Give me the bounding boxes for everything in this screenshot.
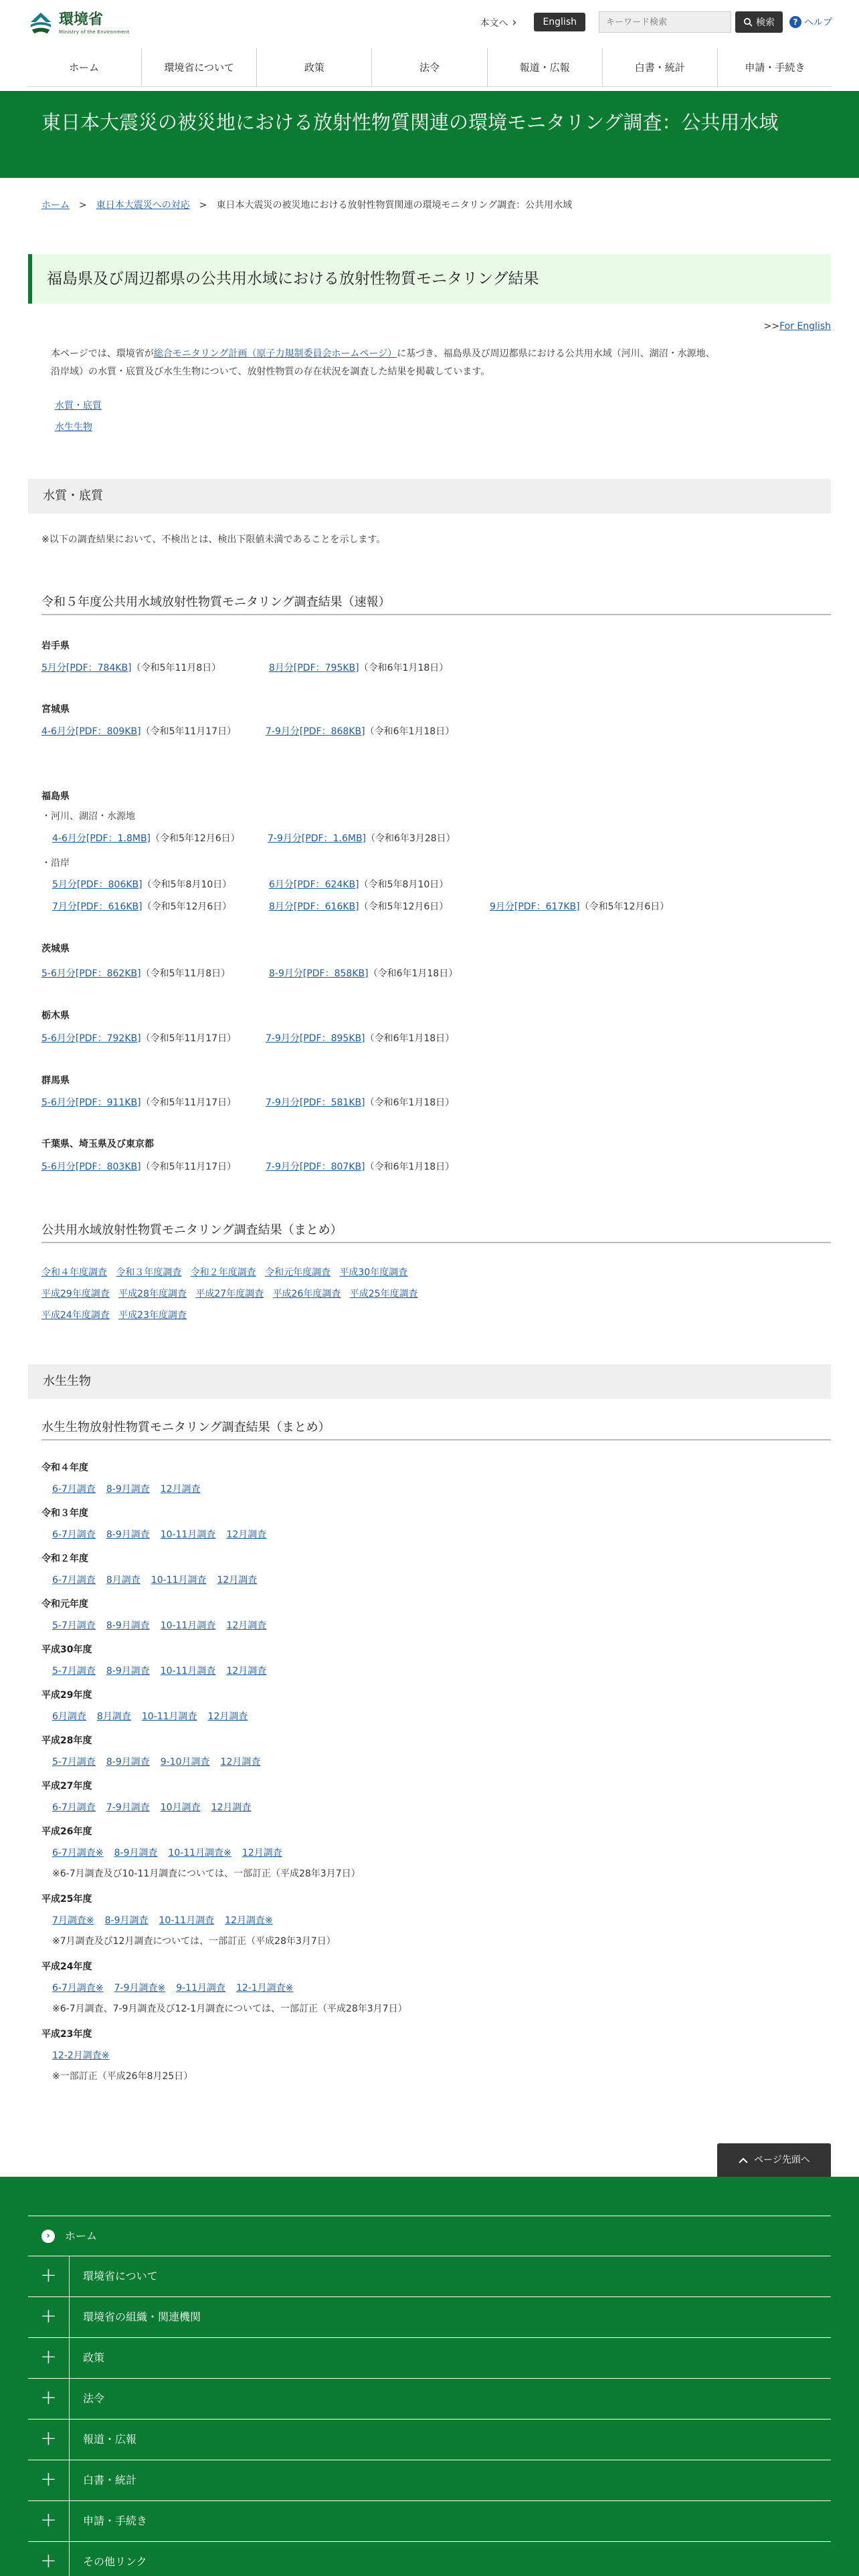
pdf-link[interactable]: 7-9月分[PDF：868KB] — [266, 726, 365, 737]
aquatic-link-row — [52, 1913, 284, 1927]
search-button-label: 検索 — [756, 17, 775, 28]
site-logo[interactable] — [28, 11, 130, 36]
coast-row-5 — [490, 899, 669, 913]
footer-item-label: 報道・広報 — [83, 2433, 137, 2446]
intro-text-b: に基づき、福島県及び周辺都県における公共用水域（河川、湖沼・水源地、 — [397, 348, 715, 359]
pub-date: （令和5年11月8日） — [131, 663, 221, 673]
pref-chiba-saitama-tokyo: 千葉県、埼玉県及び東京都 — [41, 1139, 154, 1150]
pub-date: （令和6年1月18日） — [365, 1097, 455, 1108]
for-english-link[interactable]: For English — [779, 321, 831, 332]
coast-row — [52, 877, 231, 891]
aquatic-heading: 水生生物 — [28, 1364, 831, 1399]
aquatic-survey-link[interactable]: 12月調査 — [207, 1711, 248, 1722]
aquatic-survey-link[interactable]: 12月調査 — [160, 1484, 201, 1495]
pub-date: （令和6年1月18日） — [365, 726, 455, 737]
aquatic-survey-link[interactable]: 9-10月調査 — [160, 1757, 210, 1767]
aquatic-survey-link[interactable]: 10-11月調査 — [160, 1529, 216, 1540]
global-nav — [27, 48, 832, 87]
fukushima-river-row — [52, 831, 240, 845]
aquatic-link-row — [52, 1800, 262, 1814]
aquatic-survey-link[interactable]: 6月調査 — [52, 1711, 86, 1722]
aquatic-survey-link[interactable]: 10-11月調査 — [160, 1620, 216, 1631]
footer-item-label: 法令 — [83, 2392, 105, 2405]
aquatic-survey-link[interactable]: 5-7月調査 — [52, 1757, 96, 1767]
gunma-row — [41, 1095, 236, 1109]
pdf-link[interactable]: 8月分[PDF：795KB] — [269, 663, 359, 673]
footer-item-label: 白書・統計 — [83, 2474, 137, 2486]
help-link[interactable] — [789, 15, 832, 29]
pref-fukushima: 福島県 — [41, 791, 70, 802]
fukushima-sub-rivers: ・河川、湖沼・水源地 — [41, 811, 135, 822]
aquatic-survey-link[interactable]: 7-9月調査※ — [114, 1983, 166, 1994]
footer-accordion-item[interactable] — [28, 2460, 831, 2500]
ibaraki-row — [41, 966, 230, 980]
breadcrumb: ホーム > 東日本大震災への対応 > 東日本大震災の被災地における放射性物質関連の環境モニタリング調査：公共用水域 — [41, 200, 573, 211]
tochigi-row — [41, 1031, 236, 1045]
footer-item-label: 環境省について — [83, 2270, 158, 2282]
aquatic-survey-link[interactable]: 7-9月調査 — [106, 1802, 150, 1813]
aquatic-survey-link[interactable]: 5-7月調査 — [52, 1620, 96, 1631]
fukushima-river-row-2 — [268, 831, 456, 845]
aquatic-survey-link[interactable]: 5-7月調査 — [52, 1666, 96, 1677]
pub-date: （令和5年12月6日） — [359, 901, 449, 912]
pdf-link[interactable]: 9月分[PDF：617KB] — [490, 901, 580, 912]
pdf-link[interactable]: 6月分[PDF：624KB] — [269, 879, 359, 890]
pref-iwate: 岩手県 — [41, 641, 70, 651]
aquatic-survey-link[interactable]: 12月調査 — [226, 1529, 267, 1540]
plus-icon: + — [28, 2256, 70, 2296]
footer-item-label: 政策 — [83, 2351, 105, 2364]
footer-home-label: ホーム — [65, 2230, 98, 2242]
pub-date: （令和6年3月28日） — [366, 833, 456, 844]
plus-icon: + — [28, 2379, 70, 2419]
aquatic-survey-link[interactable]: 8-9月調査 — [104, 1915, 149, 1926]
pub-date: （令和5年12月6日） — [151, 833, 240, 844]
water-note: ※以下の調査結果において、不検出とは、検出下限値未満であることを示します。 — [41, 534, 386, 545]
footer-item-label: 環境省の組織・関連機関 — [83, 2311, 201, 2323]
aquatic-correction-note: ※7月調査及び12月調査については、一部訂正（平成28年3月7日） — [52, 1936, 336, 1947]
for-english-prefix: >> — [763, 321, 780, 332]
summary-link[interactable]: 平成30年度調査 — [339, 1267, 408, 1278]
aquatic-year-label: 平成29年度 — [41, 1690, 92, 1701]
summary-link[interactable]: 平成26年度調査 — [272, 1289, 341, 1299]
pub-date: （令和5年11月17日） — [140, 1162, 237, 1172]
pdf-link[interactable]: 7-9月分[PDF：581KB] — [266, 1097, 365, 1108]
section-heading: 福島県及び周辺都県の公共用水域における放射性物質モニタリング結果 — [28, 254, 831, 304]
summary-link[interactable]: 平成23年度調査 — [118, 1310, 187, 1321]
aquatic-year-label: 平成25年度 — [41, 1894, 92, 1905]
summary-row-3 — [41, 1308, 187, 1321]
summary-row-1 — [41, 1265, 407, 1279]
aquatic-year-label: 平成26年度 — [41, 1826, 92, 1837]
pdf-link[interactable]: 7-9月分[PDF：895KB] — [266, 1033, 365, 1044]
aquatic-survey-link[interactable]: 10月調査 — [160, 1802, 201, 1813]
pdf-link[interactable]: 5月分[PDF：784KB] — [41, 663, 132, 673]
aquatic-survey-link[interactable]: 10-11月調査 — [141, 1711, 197, 1722]
aquatic-year-label: 平成28年度 — [41, 1735, 92, 1746]
pub-date: （令和5年8月10日） — [142, 879, 232, 890]
aquatic-survey-link[interactable]: 8-9月調査 — [106, 1620, 150, 1631]
footer-accordion-item[interactable] — [28, 2296, 831, 2337]
pdf-link[interactable]: 5月分[PDF：806KB] — [52, 879, 142, 890]
aquatic-summary-heading: 水生生物放射性物質モニタリング調査結果（まとめ） — [41, 1418, 831, 1440]
pref-miyagi: 宮城県 — [41, 704, 70, 715]
tochigi-row-2 — [266, 1031, 454, 1045]
aquatic-link-row — [52, 1527, 277, 1541]
summary-heading: 公共用水域放射性物質モニタリング調査結果（まとめ） — [41, 1220, 831, 1243]
aquatic-year-label: 令和２年度 — [41, 1553, 88, 1564]
gnav-law[interactable]: 法令 — [371, 48, 486, 87]
aquatic-survey-link[interactable]: 12月調査 — [226, 1666, 267, 1677]
plus-icon: + — [28, 2542, 70, 2576]
pdf-link[interactable]: 7月分[PDF：616KB] — [52, 901, 142, 912]
search-button[interactable] — [735, 11, 783, 33]
footer-item-label: 申請・手続き — [83, 2514, 148, 2527]
aquatic-survey-link[interactable]: 6-7月調査※ — [52, 1848, 104, 1858]
miyagi-row-2 — [266, 724, 454, 738]
breadcrumb-disaster[interactable]: 東日本大震災への対応 — [96, 200, 190, 211]
logo-text-en: Ministry of the Environment — [59, 29, 130, 35]
aquatic-survey-link[interactable]: 8月調査 — [96, 1711, 131, 1722]
gnav-application[interactable]: 申請・手続き — [717, 48, 832, 87]
intro-text-c: 沿岸域）の水質・底質及び水生生物について、放射性物質の存在状況を調査した結果を掲載しています。 — [51, 366, 490, 377]
page-title: 東日本大震災の被災地における放射性物質関連の環境モニタリング調査：公共用水域 — [41, 111, 779, 134]
coast-row-2 — [269, 877, 448, 891]
pdf-link[interactable]: 5-6月分[PDF：792KB] — [41, 1033, 141, 1044]
chiba-row — [41, 1160, 236, 1173]
pub-date: （令和5年11月17日） — [140, 726, 237, 737]
aquatic-year-label: 平成24年度 — [41, 1961, 92, 1972]
aquatic-link-row — [52, 1573, 268, 1586]
question-icon: ? — [789, 16, 801, 28]
help-label: ヘルプ — [804, 17, 832, 28]
aquatic-survey-link[interactable]: 6-7月調査 — [52, 1802, 96, 1813]
aquatic-survey-link[interactable]: 10-11月調査 — [151, 1575, 207, 1586]
breadcrumb-home[interactable]: ホーム — [41, 200, 70, 211]
page-top-label: ページ先頭へ — [754, 2155, 810, 2165]
iwate-row-2 — [269, 661, 448, 674]
aquatic-year-label: 平成23年度 — [41, 2029, 92, 2040]
summary-link[interactable]: 平成27年度調査 — [195, 1289, 264, 1299]
footer-item-label: その他リンク — [83, 2555, 147, 2568]
pub-date: （令和5年11月17日） — [140, 1033, 237, 1044]
summary-link[interactable]: 令和元年度調査 — [265, 1267, 331, 1278]
pdf-link[interactable]: 5-6月分[PDF：803KB] — [41, 1162, 141, 1172]
page-top-button[interactable] — [717, 2143, 831, 2177]
pdf-link[interactable]: 8月分[PDF：616KB] — [269, 901, 359, 912]
skip-to-content-link[interactable]: 本文へ › — [480, 15, 517, 29]
miyagi-row — [41, 724, 236, 738]
summary-row-2 — [41, 1287, 418, 1300]
aquatic-survey-link[interactable]: 12月調査 — [217, 1575, 258, 1586]
footer-home[interactable] — [28, 2216, 831, 2256]
aquatic-survey-link[interactable]: 8-9月調査 — [106, 1484, 150, 1495]
pub-date: （令和6年1月18日） — [359, 663, 449, 673]
aquatic-survey-link[interactable]: 10-11月調査 — [159, 1915, 215, 1926]
aquatic-link-row — [52, 1664, 277, 1677]
pref-tochigi: 栃木県 — [41, 1010, 70, 1021]
pub-date: （令和6年1月18日） — [365, 1162, 455, 1172]
plus-icon: + — [28, 2501, 70, 2541]
intro-text-a: 本ページでは、環境省が — [51, 348, 154, 359]
aquatic-survey-link[interactable]: 12月調査 — [226, 1620, 267, 1631]
aquatic-survey-link[interactable]: 8-9月調査 — [106, 1529, 150, 1540]
aquatic-survey-link[interactable]: 12月調査 — [211, 1802, 252, 1813]
chiba-row-2 — [266, 1160, 454, 1173]
r5-heading: 令和５年度公共用水域放射性物質モニタリング調査結果（速報） — [41, 593, 831, 615]
moe-logo-icon — [28, 11, 54, 36]
gnav-about[interactable]: 環境省について — [141, 48, 256, 87]
summary-link[interactable]: 令和２年度調査 — [190, 1267, 256, 1278]
aquatic-survey-link[interactable]: 8-9月調査 — [106, 1666, 150, 1677]
summary-link[interactable]: 平成29年度調査 — [41, 1289, 110, 1299]
water-sediment-heading: 水質・底質 — [28, 479, 831, 514]
pdf-link[interactable]: 7-9月分[PDF：1.6MB] — [268, 833, 367, 844]
aquatic-year-label: 令和３年度 — [41, 1508, 88, 1519]
summary-link[interactable]: 平成28年度調査 — [118, 1289, 187, 1299]
footer-accordion-item[interactable] — [28, 2378, 831, 2418]
aquatic-survey-link[interactable]: 12月調査 — [242, 1848, 282, 1858]
aquatic-survey-link[interactable]: 6-7月調査 — [52, 1575, 96, 1586]
plus-icon: + — [28, 2297, 70, 2337]
ibaraki-row-2 — [269, 966, 458, 980]
gnav-home[interactable]: ホーム — [69, 62, 100, 74]
plus-icon: + — [28, 2420, 70, 2460]
logo-text-jp: 環境省 — [59, 11, 104, 28]
pub-date: （令和5年12月6日） — [579, 901, 670, 912]
gnav-press[interactable]: 報道・広報 — [487, 48, 602, 87]
aquatic-correction-note: ※6-7月調査及び10-11月調査については、一部訂正（平成28年3月7日） — [52, 1868, 361, 1879]
gnav-whitepaper[interactable]: 白書・統計 — [602, 48, 717, 87]
aquatic-link-row — [52, 1755, 271, 1768]
toc-water-link[interactable]: 水質・底質 — [55, 401, 102, 411]
aquatic-survey-link[interactable]: 7月調査※ — [52, 1915, 94, 1926]
aquatic-survey-link[interactable]: 10-11月調査 — [160, 1666, 216, 1677]
search-input[interactable] — [599, 11, 731, 33]
aquatic-survey-link[interactable]: 9-11月調査 — [176, 1983, 225, 1994]
chevron-right-icon: › — [41, 2230, 55, 2243]
aquatic-year-label: 平成30年度 — [41, 1644, 92, 1655]
summary-link[interactable]: 令和４年度調査 — [41, 1267, 107, 1278]
coast-row-4 — [269, 899, 448, 913]
search-icon — [743, 17, 753, 27]
pdf-link[interactable]: 5-6月分[PDF：862KB] — [41, 968, 141, 979]
aquatic-survey-link[interactable]: 12-2月調査※ — [52, 2050, 110, 2061]
pub-date: （令和5年12月6日） — [142, 901, 232, 912]
summary-link[interactable]: 令和３年度調査 — [116, 1267, 182, 1278]
site-footer — [0, 2177, 859, 2576]
pdf-link[interactable]: 4-6月分[PDF：1.8MB] — [52, 833, 151, 844]
pdf-link[interactable]: 8-9月分[PDF：858KB] — [269, 968, 369, 979]
chevron-up-icon — [738, 2157, 749, 2163]
for-english-wrap — [764, 321, 831, 332]
pub-date: （令和5年11月17日） — [140, 1097, 237, 1108]
aquatic-survey-link[interactable]: 8月調査 — [106, 1575, 140, 1586]
footer-accordion-item[interactable] — [28, 2500, 831, 2541]
aquatic-survey-link[interactable]: 6-7月調査 — [52, 1484, 96, 1495]
summary-link[interactable]: 平成25年度調査 — [349, 1289, 418, 1299]
plus-icon: + — [28, 2338, 70, 2378]
aquatic-link-row — [52, 2048, 120, 2062]
aquatic-correction-note: ※6-7月調査、7-9月調査及び12-1月調査については、一部訂正（平成28年3月7日） — [52, 2004, 407, 2014]
aquatic-survey-link[interactable]: 12-1月調査※ — [236, 1983, 294, 1994]
site-header — [0, 0, 859, 43]
aquatic-link-row — [52, 1981, 304, 1994]
iwate-row — [41, 661, 221, 674]
aquatic-survey-link[interactable]: 10-11月調査※ — [168, 1848, 231, 1858]
aquatic-survey-link[interactable]: 8-9月調査 — [114, 1848, 158, 1858]
aquatic-year-label: 令和元年度 — [41, 1599, 88, 1610]
pub-date: （令和5年8月10日） — [359, 879, 449, 890]
gnav-policy[interactable]: 政策 — [256, 48, 371, 87]
pref-gunma: 群馬県 — [41, 1075, 70, 1086]
plus-icon: + — [28, 2460, 70, 2500]
breadcrumb-current: 東日本大震災の被災地における放射性物質関連の環境モニタリング調査：公共用水域 — [216, 200, 573, 211]
page-title-bar — [0, 91, 859, 178]
aquatic-survey-link[interactable]: 12月調査※ — [225, 1915, 273, 1926]
english-button[interactable]: English — [534, 13, 585, 31]
pub-date: （令和5年11月8日） — [140, 968, 231, 979]
aquatic-survey-link[interactable]: 8-9月調査 — [106, 1757, 150, 1767]
coast-row-3 — [52, 899, 231, 913]
aquatic-link-row — [52, 1709, 258, 1723]
pub-date: （令和6年1月18日） — [368, 968, 458, 979]
footer-accordion-item[interactable] — [28, 2419, 831, 2459]
pref-ibaraki: 茨城県 — [41, 944, 70, 954]
footer-accordion-item[interactable] — [28, 2337, 831, 2377]
footer-accordion-item[interactable] — [28, 2256, 831, 2296]
aquatic-correction-note: ※一部訂正（平成26年8月25日） — [52, 2071, 193, 2082]
footer-accordion-item[interactable] — [28, 2541, 831, 2576]
aquatic-link-row — [52, 1846, 293, 1859]
pub-date: （令和6年1月18日） — [365, 1033, 455, 1044]
summary-link[interactable]: 平成24年度調査 — [41, 1310, 110, 1321]
intro-text — [51, 345, 827, 381]
pdf-link[interactable]: 7-9月分[PDF：807KB] — [266, 1162, 365, 1172]
aquatic-survey-link[interactable]: 6-7月調査※ — [52, 1983, 104, 1994]
toc-aquatic-link[interactable]: 水生生物 — [55, 422, 92, 433]
monitoring-plan-link[interactable]: 総合モニタリング計画（原子力規制委員会ホームページ） — [153, 348, 397, 359]
aquatic-survey-link[interactable]: 6-7月調査 — [52, 1529, 96, 1540]
aquatic-link-row — [52, 1618, 277, 1632]
aquatic-survey-link[interactable]: 12月調査 — [220, 1757, 261, 1767]
pdf-link[interactable]: 5-6月分[PDF：911KB] — [41, 1097, 141, 1108]
gunma-row-2 — [266, 1095, 454, 1109]
pdf-link[interactable]: 4-6月分[PDF：809KB] — [41, 726, 141, 737]
aquatic-year-label: 平成27年度 — [41, 1781, 92, 1792]
aquatic-link-row — [52, 1482, 211, 1495]
aquatic-year-label: 令和４年度 — [41, 1463, 88, 1473]
fukushima-sub-coast: ・沿岸 — [41, 858, 70, 869]
